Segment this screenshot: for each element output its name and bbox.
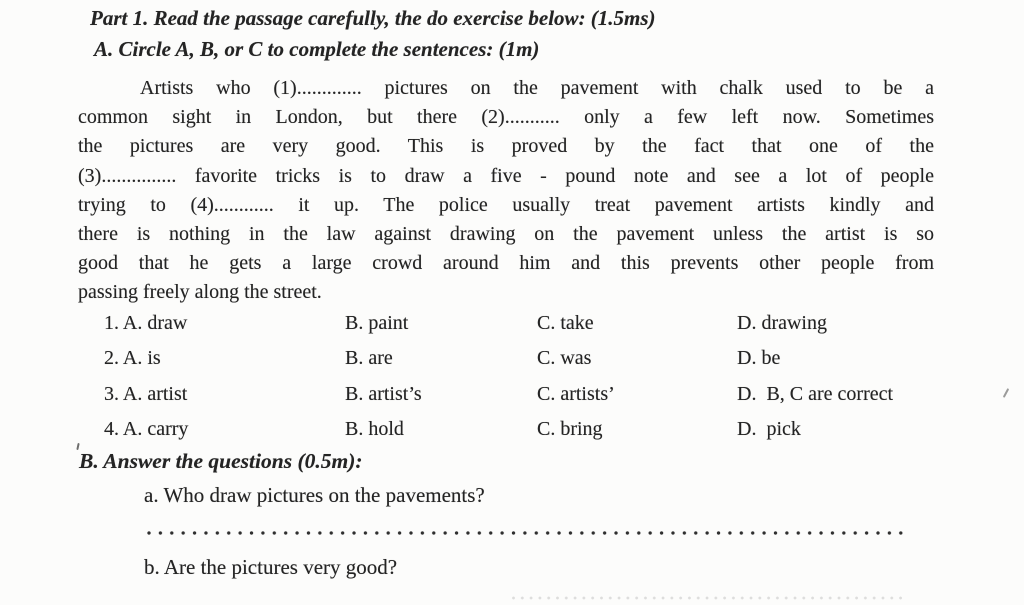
- mcq-option-a: 2. A. is: [104, 347, 161, 370]
- question-a: a. Who draw pictures on the pavements?: [144, 483, 485, 507]
- mcq-option-b: B. are: [345, 347, 393, 370]
- mcq-row: [104, 416, 964, 451]
- answer-dotted-line-faint: [512, 595, 904, 601]
- mcq-row: [104, 345, 964, 380]
- passage-line: good that he gets a large crowd around him and this prevents other people from: [78, 252, 934, 275]
- stray-scan-mark: [1003, 388, 1009, 398]
- mcq-option-c: C. artists’: [537, 382, 615, 405]
- mcq-option-b: B. artist’s: [345, 382, 422, 405]
- section-a-title: A. Circle A, B, or C to complete the sentences: (1m): [94, 37, 540, 61]
- passage-line: common sight in London, but there (2)........... only a few left now. Sometimes: [78, 106, 934, 129]
- mcq-row: [104, 381, 964, 416]
- part-title: Part 1. Read the passage carefully, the do exercise below: (1.5ms): [90, 6, 656, 30]
- mcq-row: [104, 310, 964, 345]
- passage-line: Artists who (1)............. pictures on the pavement with chalk used to be a: [140, 77, 934, 99]
- passage-line: there is nothing in the law against drawing on the pavement unless the artist is so: [78, 222, 934, 245]
- mcq-option-d: D. pick: [737, 418, 801, 441]
- question-b: b. Are the pictures very good?: [144, 555, 398, 579]
- mcq-option-a: 1. A. draw: [104, 312, 188, 334]
- mcq-option-d: D. drawing: [737, 312, 827, 334]
- answer-dotted-line: [147, 530, 910, 536]
- mcq-option-d: D. be: [737, 347, 781, 370]
- passage-line: trying to (4)............ it up. The police usually treat pavement artists kindly and: [78, 193, 934, 216]
- mcq-option-a: 4. A. carry: [104, 418, 189, 441]
- mcq-option-d: D. B, C are correct: [737, 382, 894, 405]
- mcq-option-c: C. take: [537, 312, 594, 334]
- passage-line: (3)............... favorite tricks is to draw a five - pound note and see a lot of people: [78, 164, 934, 187]
- mcq-option-b: B. hold: [345, 418, 404, 441]
- mcq-option-a: 3. A. artist: [104, 382, 188, 405]
- mcq-option-c: C. was: [537, 347, 592, 370]
- mcq-option-c: C. bring: [537, 418, 603, 441]
- mcq-option-b: B. paint: [345, 312, 409, 334]
- passage-line: the pictures are very good. This is proved by the fact that one of the: [78, 135, 934, 158]
- passage-line: passing freely along the street.: [78, 281, 322, 304]
- mcq-table: [104, 310, 964, 452]
- passage: [78, 74, 934, 308]
- section-b-title: B. Answer the questions (0.5m):: [79, 449, 363, 473]
